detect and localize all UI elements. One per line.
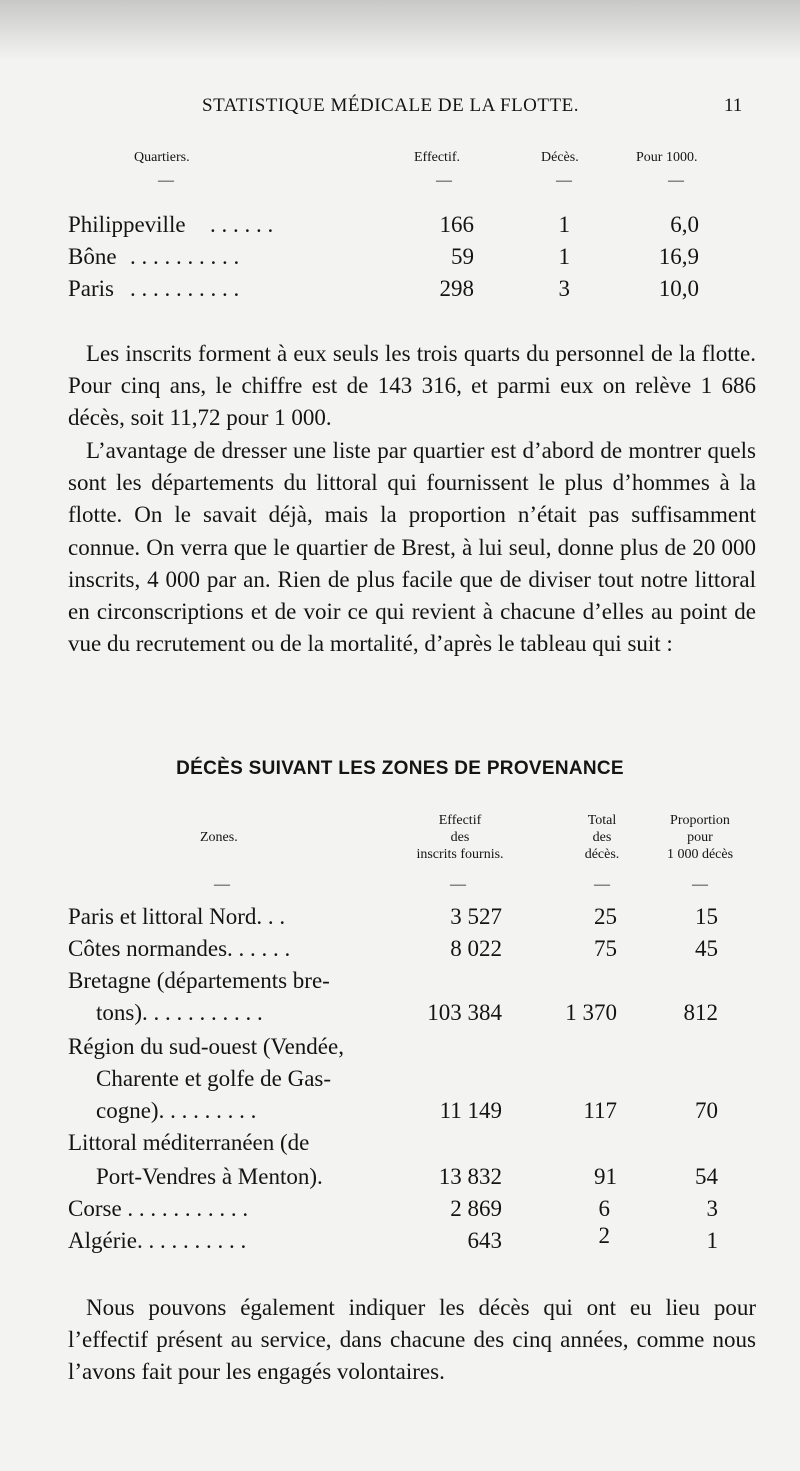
effectif-value: 643 (467, 1228, 502, 1253)
proportion-value: 3 (706, 1196, 718, 1221)
header-line: Proportion (670, 813, 730, 828)
deces-value: 1 (558, 212, 570, 237)
effectif-value: 59 (451, 244, 474, 269)
header-line: inscrits fournis. (416, 847, 504, 862)
header-dash: — (214, 876, 230, 893)
header-line: des (592, 830, 612, 845)
header-dash: — (450, 876, 466, 893)
total-value: 25 (594, 904, 617, 929)
proportion-value: 54 (695, 1164, 718, 1189)
quartier-name: Bône (68, 244, 117, 269)
deces-value: 3 (558, 276, 570, 301)
header-dash: — (556, 172, 572, 189)
table-row-continued (0, 1164, 800, 1196)
table-row (0, 1034, 800, 1066)
col-header-deces: Décès. (541, 150, 579, 165)
effectif-value: 8 022 (450, 936, 502, 961)
table-row (0, 1130, 800, 1162)
zone-label: Côtes normandes. . . . . . (68, 936, 291, 961)
header-dash: — (594, 876, 610, 893)
total-value: 91 (594, 1164, 617, 1189)
proportion-value: 1 (706, 1228, 718, 1253)
deces-value: 1 (558, 244, 570, 269)
header-line: pour (687, 830, 713, 845)
zone-label: Littoral méditerranéen (de (68, 1130, 310, 1155)
dot-leaders: . . . . . . . . . . (130, 276, 240, 301)
quartier-name: Paris (68, 276, 114, 301)
closing-paragraph: Nous pouvons également indiquer les décès qui ont eu lieu pour l’effectif présent au service, dans chacune des cinq années, comme nous l’avons fait pour les engagés volontaires. (68, 1295, 756, 1385)
total-value: 6 (598, 1196, 610, 1221)
effectif-value: 166 (439, 212, 474, 237)
zone-label: Paris et littoral Nord. . . (68, 904, 286, 929)
dot-leaders: . . . . . . . . . . (130, 244, 240, 269)
pour-1000-value: 6,0 (670, 212, 699, 237)
col-header-pour-1000: Pour 1000. (636, 150, 698, 165)
effectif-value: 103 384 (427, 1000, 502, 1025)
header-dash: — (692, 876, 708, 893)
total-value: 2 (598, 1223, 610, 1248)
header-line: des (450, 830, 470, 845)
effectif-value: 2 869 (450, 1196, 502, 1221)
zone-label: Algérie. . . . . . . . . . (68, 1228, 247, 1253)
total-value: 1 370 (565, 1000, 617, 1025)
total-value: 75 (594, 936, 617, 961)
table-row (0, 276, 800, 308)
header-line: 1 000 décès (666, 847, 734, 862)
effectif-value: 13 832 (438, 1164, 502, 1189)
effectif-value: 11 149 (439, 1098, 502, 1123)
scan-shadow (0, 0, 800, 60)
header-dash: — (436, 172, 452, 189)
paragraph-avantage: L’avantage de dresser une liste par quartier est d’abord de montrer quels sont les départements du littoral qui fournissent le plus d’hommes à la flotte. On le savait déjà, mais la proportion n’était pas suffisamment connue. On verra que le quartier de Brest, à lui seul, donne plus de 20 000 inscrits, 4 000 par an. Rien de plus facile que de diviser tout notre littoral en circonscriptions et de voir ce qui revient à chacune d’elles au point de vue du recrutement ou de la mortalité, d’après le tableau qui suit : (68, 438, 756, 657)
effectif-value: 3 527 (450, 904, 502, 929)
table-row (0, 968, 800, 1000)
proportion-value: 70 (695, 1098, 718, 1123)
proportion-value: 45 (695, 936, 718, 961)
table-row (0, 936, 800, 968)
table-row (0, 244, 800, 276)
col-header-proportion (640, 812, 760, 863)
table-row-continued (0, 1066, 800, 1098)
effectif-value: 298 (439, 276, 474, 301)
proportion-value: 812 (683, 1000, 718, 1025)
paragraph-inscrits: Les inscrits forment à eux seuls les trois quarts du personnel de la flotte. Pour cinq ans, le chiffre est de 143 316, et parmi eux on relève 1 686 décès, soit 11,72 pour 1 000. (68, 341, 756, 431)
zone-label: Charente et golfe de Gas- (96, 1066, 332, 1091)
col-header-total (558, 812, 646, 863)
total-value: 117 (583, 1098, 617, 1123)
running-head (0, 95, 800, 125)
zone-label: Corse . . . . . . . . . . . (68, 1196, 249, 1221)
table-row-continued (0, 1098, 800, 1130)
pour-1000-value: 16,9 (658, 244, 699, 269)
table-row (0, 212, 800, 244)
zone-label: cogne). . . . . . . . . (96, 1098, 257, 1123)
table-row (0, 1196, 800, 1228)
page-number: 11 (724, 95, 743, 116)
zone-label: Région du sud-ouest (Vendée, (68, 1034, 344, 1059)
quartier-name: Philippeville (68, 212, 186, 237)
table-title: DÉCÈS SUIVANT LES ZONES DE PROVENANCE (176, 758, 624, 779)
zone-label: Bretagne (départements bre- (68, 968, 330, 993)
col-header-zones: Zones. (200, 830, 238, 845)
header-line: Effectif (438, 813, 482, 828)
pour-1000-value: 10,0 (658, 276, 699, 301)
col-header-quartiers: Quartiers. (134, 150, 190, 165)
header-line: décès. (584, 847, 620, 862)
table-row-continued (0, 1000, 800, 1032)
proportion-value: 15 (695, 904, 718, 929)
zone-label: Port-Vendres à Menton). (96, 1164, 323, 1189)
table-row (0, 904, 800, 936)
col-header-effectif (380, 812, 540, 863)
zone-label: tons). . . . . . . . . . . (96, 1000, 263, 1025)
table-row (0, 1223, 800, 1260)
header-line: Total (587, 813, 617, 828)
dot-leaders: . . . . . . (210, 212, 274, 237)
header-dash: — (668, 172, 684, 189)
header-dash: — (158, 172, 174, 189)
col-header-effectif: Effectif. (414, 150, 460, 165)
running-title: STATISTIQUE MÉDICALE DE LA FLOTTE. (202, 95, 579, 116)
